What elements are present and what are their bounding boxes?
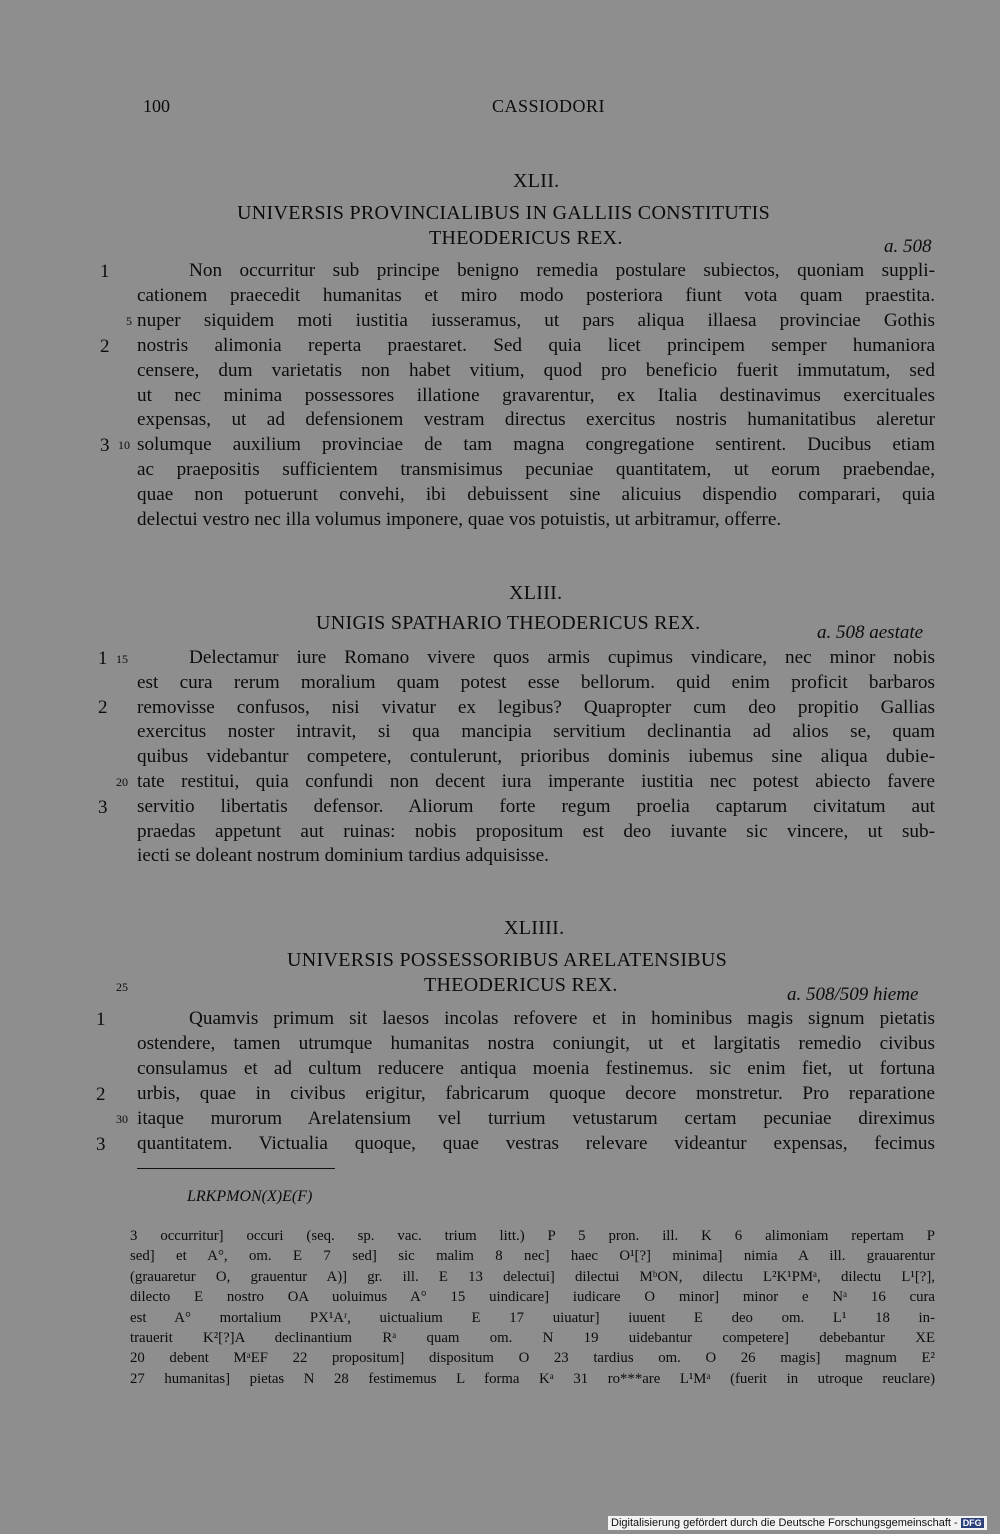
text-line: tate restitui, quia confundi non decent iura imperante iustitia nec potest abiecto favere: [137, 771, 935, 792]
critical-apparatus: [130, 1226, 935, 1389]
text-line: itaque murorum Arelatensium vel turrium vetustarum certam pecuniae direximus: [137, 1108, 935, 1129]
footer-text: Digitalisierung gefördert durch die Deutsche Forschungsgemeinschaft -: [611, 1517, 958, 1529]
digitization-footer: [608, 1516, 987, 1530]
text-line: exercitus noster intravit, si qua mancipia servitium declinantia ad alios se, quam: [137, 721, 935, 742]
apparatus-line: trauerit K²[?]A declinantium Rᵃ quam om. N 19 uidebantur competere] debebantur XE: [130, 1330, 935, 1347]
letter-heading-line: UNIVERSIS PROVINCIALIBUS IN GALLIIS CONSTITUTIS: [237, 202, 770, 224]
letter-heading-line: UNIGIS SPATHARIO THEODERICUS REX.: [316, 612, 701, 634]
text-line: delectui vestro nec illa volumus imponere, quae vos potuistis, ut arbitramur, offerre.: [137, 509, 782, 530]
letter-numeral: XLIII.: [509, 582, 563, 604]
section-number: 2: [100, 336, 110, 357]
apparatus-line: 3 occurritur] occuri (seq. sp. vac. trium litt.) P 5 pron. ill. K 6 alimoniam repertam P: [130, 1228, 935, 1244]
text-line: quantitatem. Victualia quoque, quae vestras relevare videantur expensas, fecimus: [137, 1133, 935, 1154]
apparatus-line: sed] et A°, om. E 7 sed] sic malim 8 nec] haec O¹[?] minima] nimia A ill. grauarentur: [130, 1248, 935, 1265]
text-line: quibus videbantur competere, contulerunt, prioribus dominis iubemus sine aliqua dubie-: [137, 746, 935, 767]
text-line: nostris alimonia reperta praestaret. Sed quia licet principem semper humaniora: [137, 335, 935, 356]
apparatus-line: (grauaretur O, grauentur A)] gr. ill. E 13 delectui] dilectui MᵇON, dilectu L²K¹PMᵃ, dilectu L¹[?],: [130, 1268, 935, 1285]
line-number: 15: [116, 652, 128, 666]
text-line: Delectamur iure Romano vivere quos armis cupimus vindicare, nec minor nobis: [189, 647, 935, 668]
text-line: quae non potuerunt convehi, ibi debuissent sine alicuius dispendio comparari, quia: [137, 484, 935, 505]
footnote-rule: [137, 1168, 335, 1169]
line-number: 25: [116, 980, 128, 994]
line-number: 10: [118, 438, 130, 452]
text-line: expensas, ut ad defensionem vestram directus exercitus nostris humanitatibus aleretur: [137, 409, 935, 430]
text-line: solumque auxilium provinciae de tam magna congregatione sentirent. Ducibus etiam: [137, 434, 935, 455]
section-number: 2: [98, 697, 108, 718]
text-line: nuper siquidem moti iustitia iusseramus, ut pars aliqua illaesa provinciae Gothis: [137, 310, 935, 331]
text-line: urbis, quae in civibus erigitur, fabricarum quoque decore monstretur. Pro reparatione: [137, 1083, 935, 1104]
dfg-logo: DFG: [962, 1518, 982, 1528]
letter-numeral: XLII.: [513, 170, 560, 192]
text-line: servitio libertatis defensor. Aliorum forte regum proelia captarum civitatum aut: [137, 796, 935, 817]
apparatus-line: est A° mortalium PX¹Aʳ, uictualium E 17 uiuatur] iuuent E deo om. L¹ 18 in-: [130, 1309, 935, 1326]
text-line: praedas appetunt aut ruinas: nobis propositum est deo iuvante sic vincere, ut sub-: [137, 821, 935, 842]
text-line: ostendere, tamen utrumque humanitas nostra coniungit, ut et largitatis remedio civibus: [137, 1033, 935, 1054]
letter-heading-line: THEODERICUS REX.: [429, 227, 623, 249]
apparatus-line: 20 debent MᵃEF 22 propositum] dispositum O 23 tardius om. O 26 magis] magnum E²: [130, 1350, 935, 1367]
apparatus-line: dilecto E nostro OA uoluimus A° 15 uindicare] iudicare O minor] minor e Nᵃ 16 cura: [130, 1289, 935, 1306]
section-number: 1: [98, 648, 108, 669]
line-number: 5: [126, 314, 132, 328]
letter-date: a. 508 aestate: [817, 622, 924, 643]
section-number: 2: [96, 1084, 106, 1105]
letter-date: a. 508/509 hieme: [787, 984, 919, 1005]
text-line: Quamvis primum sit laesos incolas refovere et in hominibus magis signum pietatis: [189, 1008, 935, 1029]
line-number: 30: [116, 1112, 128, 1126]
letter-heading-line: UNIVERSIS POSSESSORIBUS ARELATENSIBUS: [287, 949, 728, 971]
letter-date: a. 508: [884, 236, 932, 257]
section-number: 1: [96, 1009, 106, 1030]
letter-heading-line: THEODERICUS REX.: [424, 974, 618, 996]
text-line: iecti se doleant nostrum dominium tardius adquisisse.: [137, 845, 549, 866]
text-line: est cura rerum moralium quam potest esse bellorum. quid enim proficit barbaros: [137, 672, 935, 693]
letter-numeral: XLIIII.: [504, 917, 565, 939]
text-line: ut nec minima possessores illatione gravarentur, ex Italia destinavimus exercituales: [137, 385, 935, 406]
section-number: 3: [98, 797, 108, 818]
section-number: 3: [100, 435, 110, 456]
text-line: censere, dum varietatis non habet vitium, quod pro beneficio fuerit immutatum, sed: [137, 360, 935, 381]
text-line: Non occurritur sub principe benigno remedia postulare subiectos, quoniam suppli-: [189, 260, 935, 281]
text-line: ac praepositis sufficientem transmisimus pecuniae quantitatem, ut eorum praebendae,: [137, 459, 935, 480]
text-line: consulamus et ad cultum reducere antiqua moenia festinemus. sic enim fiet, ut fortuna: [137, 1058, 935, 1079]
section-number: 1: [100, 261, 110, 282]
running-title: CASSIODORI: [492, 96, 606, 116]
manuscript-sigla: LRKPMON(X)E(F): [187, 1188, 313, 1205]
apparatus-line: 27 humanitas] pietas N 28 festimemus L forma Kᵃ 31 ro***are L¹Mᵃ (fuerit in utroque reuclare): [130, 1370, 935, 1387]
page-number: 100: [143, 96, 170, 116]
line-number: 20: [116, 775, 128, 789]
text-line: removisse confusos, nisi vivatur ex legibus? Quapropter cum deo propitio Gallias: [137, 697, 935, 718]
text-line: cationem praecedit humanitas et miro modo posteriora fiunt vota quam praestita.: [137, 285, 935, 306]
section-number: 3: [96, 1134, 106, 1155]
